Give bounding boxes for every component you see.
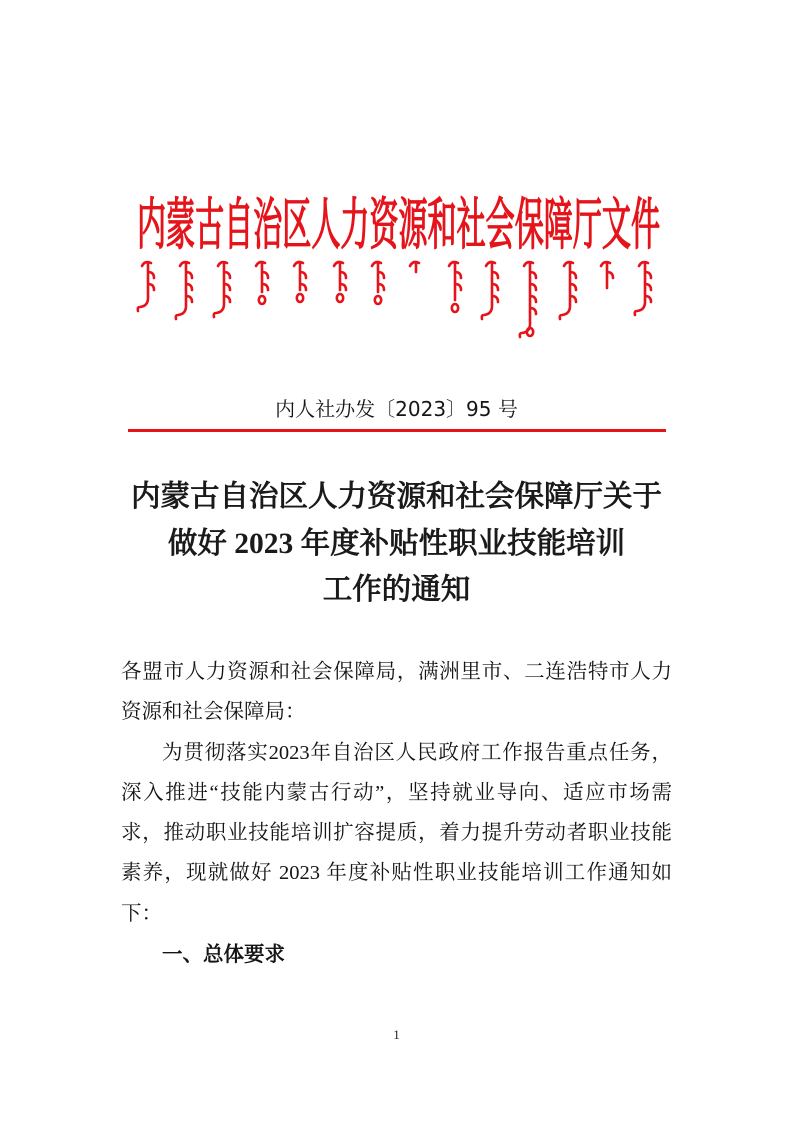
- mongolian-script-stroke: [452, 304, 458, 312]
- mongolian-script-stroke: [375, 296, 381, 304]
- mongolian-script-stroke: [560, 262, 576, 319]
- mongolian-script-stroke: [635, 262, 651, 315]
- mongolian-script-stroke: [138, 262, 154, 311]
- intro-line: 求，推动职业技能培训扩容提质，着力提升劳动者职业技能: [121, 822, 672, 845]
- mongolian-letterhead: [138, 262, 651, 337]
- document-body: [121, 652, 672, 974]
- intro-line: 为贯彻落实2023年自治区人民政府工作报告重点任务，: [162, 741, 672, 764]
- mongolian-script-stroke: [297, 294, 303, 302]
- section-heading: 一、总体要求: [162, 942, 285, 967]
- document-number: 内人社办发〔2023〕95 号: [275, 397, 518, 421]
- title-line: 内蒙古自治区人力资源和社会保障厅关于: [130, 481, 662, 513]
- title-line: 做好 2023 年度补贴性职业技能培训: [167, 527, 626, 560]
- mongolian-script-stroke: [520, 262, 536, 337]
- mongolian-script-stroke: [601, 262, 613, 288]
- mongolian-script-stroke: [527, 328, 533, 336]
- letterhead-title: 内蒙古自治区人力资源和社会保障厅文件: [137, 192, 660, 258]
- mongolian-script-stroke: [449, 262, 461, 300]
- mongolian-script-stroke: [410, 262, 419, 272]
- page-number: 1: [393, 1027, 400, 1042]
- intro-line: 深入推进“技能内蒙古行动”，坚持就业导向、适应市场需: [121, 781, 672, 804]
- addressee-line: 资源和社会保障局：: [121, 701, 306, 724]
- mongolian-script-stroke: [482, 262, 498, 319]
- addressee-line: 各盟市人力资源和社会保障局，满洲里市、二连浩特市人力: [121, 661, 672, 683]
- title-line: 工作的通知: [322, 574, 471, 606]
- mongolian-script-stroke: [294, 262, 306, 290]
- red-divider: [128, 429, 666, 432]
- mongolian-script-stroke: [337, 294, 343, 302]
- intro-line: 素养，现就做好 2023 年度补贴性职业技能培训工作通知如: [121, 862, 672, 885]
- mongolian-script-stroke: [259, 296, 265, 304]
- mongolian-script-stroke: [334, 262, 346, 290]
- document-title: [60, 474, 733, 614]
- mongolian-script-stroke: [372, 262, 384, 292]
- intro-line: 下：: [121, 902, 162, 925]
- letterhead: [0, 180, 793, 340]
- mongolian-script-stroke: [214, 262, 230, 317]
- mongolian-script-stroke: [256, 262, 268, 292]
- mongolian-script-stroke: [176, 262, 192, 319]
